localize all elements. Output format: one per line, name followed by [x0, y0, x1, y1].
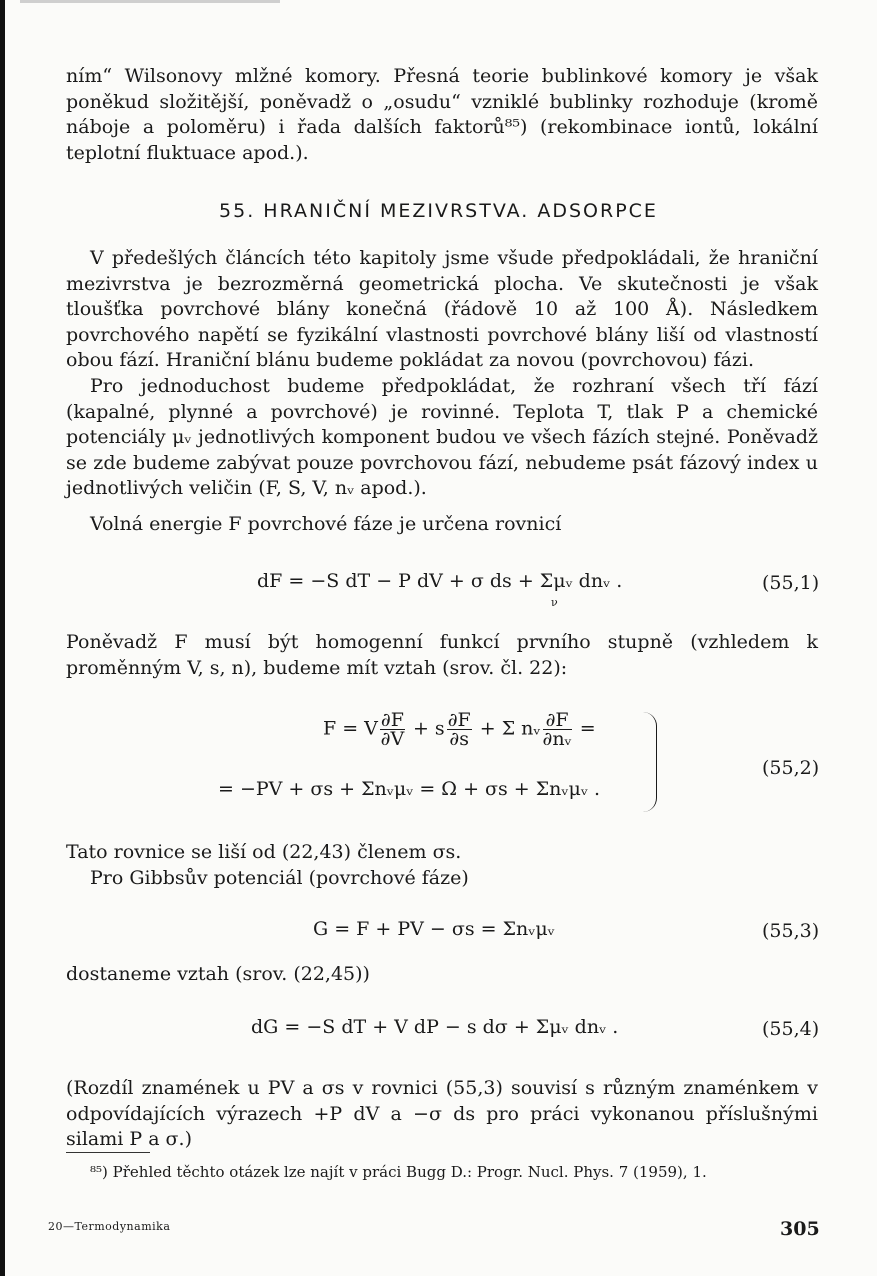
footnote-rule — [66, 1152, 150, 1153]
equation-55-2-line1 — [323, 711, 596, 748]
paragraph-relation: dostaneme vztah (srov. (22,45)) — [66, 963, 370, 985]
equation-number: (55,3) — [762, 920, 820, 942]
scan-artifact — [20, 0, 280, 3]
fraction-denominator: ∂nᵥ — [542, 728, 572, 750]
fraction-numerator: ∂F — [543, 711, 572, 730]
eq-term: + Σ nᵥ — [479, 717, 541, 740]
eq-term: F = V — [323, 717, 378, 740]
eq-term: + s — [412, 717, 445, 740]
sum-index: ν — [551, 596, 558, 609]
signature-mark: 20—Termodynamika — [48, 1220, 171, 1233]
equation-brace — [640, 712, 657, 812]
fraction-numerator: ∂F — [380, 709, 404, 731]
equation-55-2-line2: = −PV + σs + Σnᵥμᵥ = Ω + σs + Σnᵥμᵥ . — [218, 778, 601, 800]
equation-number: (55,1) — [762, 572, 820, 594]
eq-term: = — [579, 717, 596, 740]
fraction-denominator: ∂V — [380, 728, 405, 750]
paragraph-assumptions: Pro jednoduchost budeme předpokládat, že rozhraní všech tří fází (kapalné, plynné a povrchové) je rovinné. Teplota T, tlak P a chemické potenciály μᵥ jednotlivých komponent budou ve všech fázích stejné. Poněvadž se zde budeme zabývat pouze povrchovou fází, nebudeme psát fázový index u jednotlivých veličin (F, S, V, nᵥ apod.). — [66, 375, 818, 499]
paragraph-gibbs: Pro Gibbsův potenciál (povrchové fáze) — [90, 867, 469, 889]
equation-55-1: dF = −S dT − P dV + σ ds + Σμᵥ dnᵥ . — [257, 570, 623, 592]
fraction — [447, 711, 472, 748]
equation-55-3: G = F + PV − σs = Σnᵥμᵥ — [313, 918, 555, 940]
paragraph-difference: Tato rovnice se liší od (22,43) členem σs. — [66, 841, 462, 863]
footnote: ⁸⁵) Přehled těchto otázek lze najít v práci Bugg D.: Progr. Nucl. Phys. 7 (1959), 1. — [90, 1163, 707, 1181]
page-edge — [0, 0, 5, 1276]
paragraph-interface: V předešlých článcích této kapitoly jsme všude předpokládali, že hraniční mezivrstva je bezrozměrná geometrická plocha. Ve skutečnosti je však tloušťka povrchové blány konečná (řádově 10 až 100 Å). Následkem povrchového napětí se fyzikální vlastnosti povrchové blány liší od vlastností obou fází. Hraniční blánu budeme pokládat za novou (povrchovou) fázi. — [66, 247, 818, 371]
fraction-numerator: ∂F — [447, 709, 471, 731]
paragraph-sign-note: (Rozdíl znamének u PV a σs v rovnici (55,3) souvisí s různým znaménkem v odpovídajících výrazech +P dV a −σ ds pro práci vykonanou příslušnými silami P a σ.) — [66, 1077, 818, 1150]
fraction — [380, 711, 405, 748]
page-number: 305 — [780, 1218, 820, 1240]
equation-55-4: dG = −S dT + V dP − s dσ + Σμᵥ dnᵥ . — [251, 1016, 619, 1038]
equation-number: (55,4) — [762, 1018, 820, 1040]
equation-number: (55,2) — [762, 757, 820, 779]
fraction-denominator: ∂s — [449, 728, 469, 750]
paragraph-free-energy: Volná energie F povrchové fáze je určena rovnicí — [90, 513, 562, 535]
fraction — [543, 711, 572, 748]
section-heading: 55. HRANIČNÍ MEZIVRSTVA. ADSORPCE — [219, 200, 658, 222]
paragraph-homogeneous: Poněvadž F musí být homogenní funkcí prvního stupně (vzhledem k proměnným V, s, n), budeme mít vztah (srov. čl. 22): — [66, 631, 818, 679]
paragraph-bubble-chamber: ním“ Wilsonovy mlžné komory. Přesná teorie bublinkové komory je však poněkud složitější, poněvadž o „osudu“ vzniklé bublinky rozhoduje (kromě náboje a poloměru) i řada dalších faktorů⁸⁵) (rekombinace iontů, lokální teplotní fluktuace apod.). — [66, 65, 818, 164]
